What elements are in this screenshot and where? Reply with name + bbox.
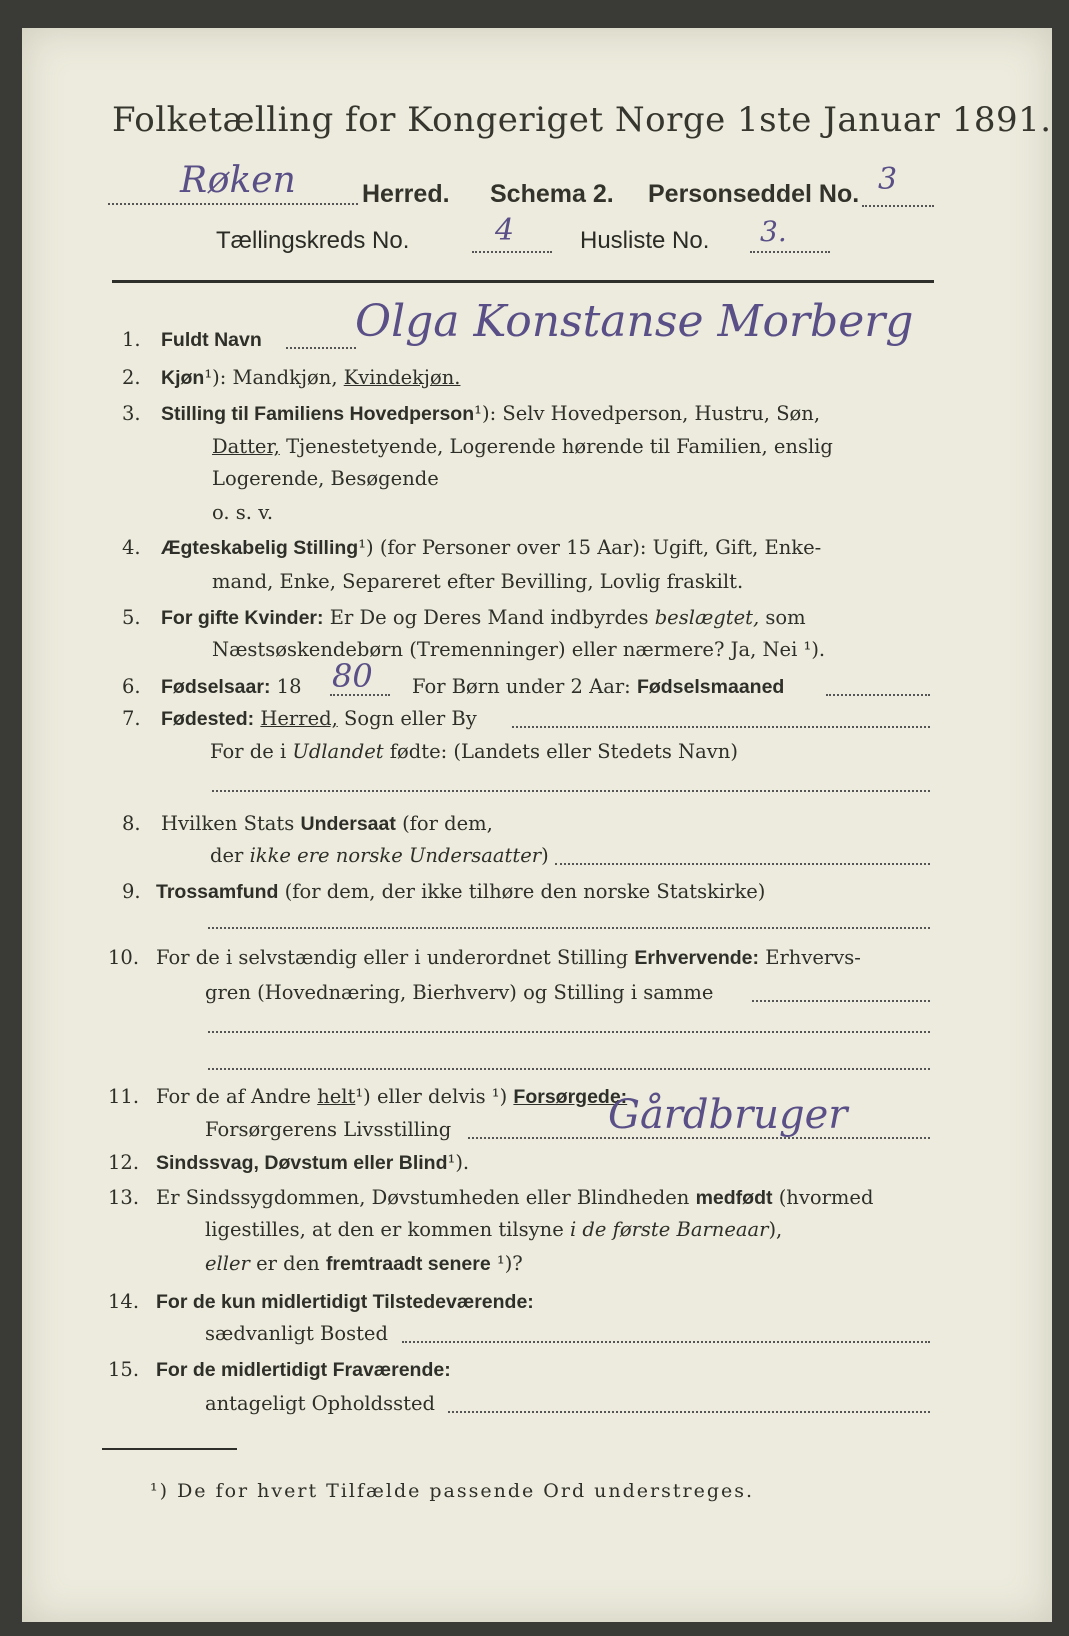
herred-value: Røken (180, 160, 296, 201)
item-11-line2: Forsørgerens Livsstilling (205, 1118, 452, 1141)
item-6-label: Fødselsaar: 18 (161, 675, 302, 698)
item-13-number: 13. (108, 1186, 140, 1209)
item-6-line2: For Børn under 2 Aar: Fødselsmaaned (412, 675, 785, 698)
item-3-line1: Stilling til Familiens Hovedperson¹): Selv Hovedperson, Hustru, Søn, (161, 402, 821, 425)
item-14-number: 14. (108, 1290, 140, 1313)
item-14-line2: sædvanligt Bosted (205, 1322, 388, 1345)
item-1-name-value: Olga Konstanse Morberg (355, 296, 914, 347)
item-10-blank-1 (752, 1000, 930, 1002)
herred-label: Herred. (362, 180, 450, 208)
item-13-line2: ligestilles, at den er kommen tilsyne i de første Barneaar), (205, 1218, 783, 1241)
item-10-blank-2 (208, 1031, 930, 1033)
item-15-line2: antageligt Opholdssted (205, 1392, 436, 1415)
husliste-label: Husliste No. (580, 227, 710, 254)
item-3-line2: Datter, Tjenestetyende, Logerende hørende til Familien, enslig (212, 435, 833, 458)
item-8-blank (555, 863, 930, 865)
item-15-line1: For de midlertidigt Fraværende: (156, 1359, 451, 1381)
item-9-number: 9. (122, 880, 141, 903)
personseddel-value: 3 (878, 162, 898, 197)
item-6-year-value: 80 (332, 657, 373, 695)
item-7-number: 7. (122, 707, 141, 730)
item-2-number: 2. (122, 366, 141, 389)
herred-blank (108, 203, 358, 205)
personseddel-blank (862, 205, 934, 207)
item-11-line1: For de af Andre helt¹) eller delvis ¹) Forsørgede: (156, 1085, 628, 1108)
item-11-occupation-value: Gårdbruger (608, 1092, 848, 1138)
item-1-number: 1. (122, 328, 141, 351)
item-6-month-blank (826, 694, 930, 696)
item-3-line3: Logerende, Besøgende (212, 467, 439, 490)
item-13-line3: eller er den fremtraadt senere ¹)? (205, 1252, 523, 1275)
item-8-line2: der ikke ere norske Undersaatter) (210, 844, 549, 867)
item-14-blank (402, 1341, 930, 1343)
item-7-blank-2 (212, 790, 930, 792)
item-4-line1: Ægteskabelig Stilling¹) (for Personer over 15 Aar): Ugift, Gift, Enke- (161, 536, 822, 559)
item-5-line1: For gifte Kvinder: Er De og Deres Mand indbyrdes beslægtet, som (161, 606, 806, 629)
item-7-line2: For de i Udlandet fødte: (Landets eller Stedets Navn) (210, 740, 738, 763)
item-10-line1: For de i selvstændig eller i underordnet Stilling Erhvervende: Erhvervs- (156, 946, 861, 969)
header-rule (112, 280, 934, 283)
item-4-line2: mand, Enke, Separeret efter Bevilling, Lovlig fraskilt. (212, 570, 744, 593)
item-10-line2: gren (Hovednæring, Bierhverv) og Stilling i samme (205, 981, 714, 1004)
item-13-line1: Er Sindssygdommen, Døvstumheden eller Blindheden medfødt (hvormed (156, 1186, 874, 1209)
item-8-number: 8. (122, 812, 141, 835)
item-5-line2: Næstsøskendebørn (Tremenninger) eller nærmere? Ja, Nei ¹). (212, 638, 826, 661)
husliste-value: 3. (760, 215, 787, 248)
kreds-value: 4 (495, 213, 515, 248)
item-7-line1: Fødested: Herred, Sogn eller By (161, 707, 477, 730)
item-10-number: 10. (108, 946, 140, 969)
item-3-line4: o. s. v. (212, 501, 274, 524)
item-5-number: 5. (122, 606, 141, 629)
item-12-number: 12. (108, 1151, 140, 1174)
kreds-label: Tællingskreds No. (216, 227, 410, 254)
item-11-number: 11. (108, 1085, 140, 1108)
item-2-text: Kjøn¹): Mandkjøn, Kvindekjøn. (161, 366, 461, 389)
husliste-blank (750, 251, 830, 253)
footnote-rule (102, 1448, 237, 1450)
personseddel-label: Personseddel No. (648, 180, 860, 208)
schema-label: Schema 2. (490, 180, 614, 208)
item-10-blank-3 (208, 1068, 930, 1070)
item-4-number: 4. (122, 536, 141, 559)
item-15-number: 15. (108, 1358, 140, 1381)
kreds-blank (472, 251, 552, 253)
form-title: Folketælling for Kongeriget Norge 1ste Januar 1891. (112, 100, 1052, 140)
item-8-line1: Hvilken Stats Undersaat (for dem, (161, 812, 493, 835)
item-9-blank (208, 927, 930, 929)
item-7-blank (512, 726, 930, 728)
item-6-number: 6. (122, 675, 141, 698)
item-3-number: 3. (122, 402, 141, 425)
footnote: ¹) De for hvert Tilfælde passende Ord understreges. (150, 1480, 755, 1502)
item-9-line1: Trossamfund (for dem, der ikke tilhøre den norske Statskirke) (156, 880, 766, 903)
item-15-blank (448, 1411, 930, 1413)
item-12-line1: Sindssvag, Døvstum eller Blind¹). (156, 1151, 470, 1174)
item-1-label: Fuldt Navn (161, 329, 262, 351)
item-14-line1: For de kun midlertidigt Tilstedeværende: (156, 1291, 534, 1313)
item-1-blank (286, 347, 356, 349)
